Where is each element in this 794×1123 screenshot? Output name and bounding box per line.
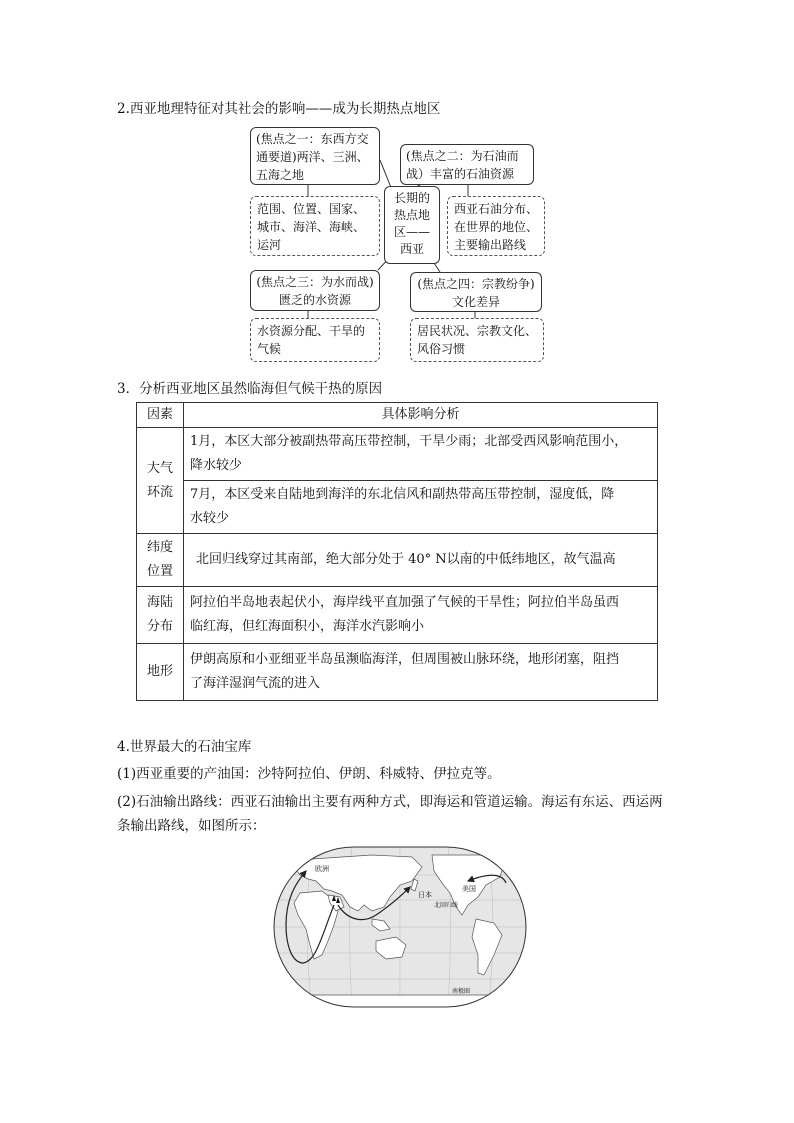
label-japan: 日本 — [418, 891, 432, 899]
climate-cause-table — [136, 402, 658, 701]
focus3-detail-line1: 水资源分配、干旱的 — [257, 324, 366, 338]
focus4-title-line1: (焦点之四：宗教纷争) — [417, 277, 535, 291]
analysis-cell-terrain — [184, 644, 658, 701]
table-row — [137, 644, 658, 701]
header-analysis: 具体影响分析 — [184, 403, 658, 428]
focus3-title-line1: (焦点之三：为水而战) — [256, 275, 374, 289]
analysis-text: 了海洋湿润气流的进入 — [190, 676, 321, 691]
factor-text: 分布 — [146, 619, 173, 634]
label-antarctic: 南极圈 — [452, 988, 471, 995]
focus2-detail-box — [447, 196, 545, 256]
focus4-title-box — [410, 272, 542, 312]
section4-heading: 4.世界最大的石油宝库 — [117, 739, 252, 755]
focus2-detail-line1: 西亚石油分布、 — [454, 202, 539, 216]
focus2-detail-line3: 主要输出路线 — [454, 238, 527, 252]
section2-heading: 2.西亚地理特征对其社会的影响——成为长期热点地区 — [117, 101, 441, 117]
oil-export-route-map — [272, 845, 528, 1009]
label-tropic: 北回归线 — [434, 902, 459, 909]
analysis-text: 1月，本区大部分被副热带高压带控制，干旱少雨；北部受西风影响范围小， — [190, 434, 628, 449]
table-header-row — [137, 403, 658, 428]
analysis-cell-land-sea — [184, 587, 658, 644]
focus3-title-line2: 匮乏的水资源 — [278, 293, 351, 307]
factor-text: 位置 — [146, 564, 173, 579]
factor-text: 纬度 — [146, 540, 173, 555]
focus4-title-line2: 文化差异 — [451, 295, 500, 309]
table-row — [137, 481, 658, 534]
paragraph-oil-routes-line1: (2)石油输出路线：西亚石油输出主要有两种方式，即海运和管道运输。海运有东运、西运两 — [117, 794, 663, 810]
analysis-text: 伊朗高原和小亚细亚半岛虽濒临海洋，但周围被山脉环绕，地形闭塞，阻挡 — [190, 652, 620, 667]
table-row — [137, 534, 658, 587]
focus1-title-box — [250, 127, 380, 185]
factor-text: 地形 — [146, 664, 173, 679]
focus1-detail-line3: 运河 — [257, 238, 282, 252]
factor-text: 海陆 — [146, 595, 173, 610]
analysis-text: 水较少 — [190, 511, 230, 526]
analysis-text: 7月，本区受来自陆地到海洋的东北信风和副热带高压带控制，湿度低，降 — [190, 487, 615, 502]
center-line2: 热点地 — [393, 208, 430, 222]
focus1-title-line2: 通要道)两洋、三洲、 — [256, 150, 369, 164]
factor-terrain — [137, 644, 184, 701]
table-row — [137, 428, 658, 481]
focus1-title-line3: 五海之地 — [256, 168, 305, 182]
analysis-text: 降水较少 — [190, 458, 243, 473]
factor-land-sea — [137, 587, 184, 644]
paragraph-oil-routes-line2: 条输出路线，如图所示： — [117, 818, 266, 834]
table-row — [137, 587, 658, 644]
analysis-text: 临红海，但红海面积小，海洋水汽影响小 — [190, 619, 425, 634]
focus3-detail-box — [250, 318, 380, 362]
header-factor: 因素 — [137, 403, 184, 428]
analysis-text: 阿拉伯半岛地表起伏小，海岸线平直加强了气候的干旱性；阿拉伯半岛虽西 — [190, 595, 620, 610]
analysis-text: 北回归线穿过其南部，绝大部分处于 40° N以南的中低纬地区，故气温高 — [196, 552, 616, 567]
analysis-cell-latitude — [184, 534, 658, 587]
section3-heading: 3．分析西亚地区虽然临海但气候干热的原因 — [117, 381, 383, 397]
focus2-title-line1: (焦点之二：为石油而 — [406, 149, 519, 163]
focus2-detail-line2: 在世界的地位、 — [454, 220, 539, 234]
focus3-detail-line2: 气候 — [257, 342, 282, 356]
focus4-detail-line1: 居民状况、宗教文化、 — [417, 324, 538, 338]
focus4-detail-line2: 风俗习惯 — [417, 342, 466, 356]
focus1-detail-line2: 城市、海洋、海峡、 — [257, 220, 366, 234]
focus1-title-line1: (焦点之一：东西方交 — [256, 132, 369, 146]
center-line4: 西亚 — [399, 242, 424, 256]
label-europe: 欧洲 — [315, 865, 329, 873]
focus2-title-line2: 战）丰富的石油资源 — [406, 167, 515, 181]
focus3-title-box — [250, 270, 380, 311]
factor-text: 大气 — [146, 460, 173, 476]
focus1-detail-box — [250, 196, 380, 256]
analysis-cell-july — [184, 481, 658, 534]
factor-atmospheric-circulation — [137, 428, 184, 534]
center-line1: 长期的 — [393, 191, 430, 205]
center-box-west-asia — [384, 186, 440, 264]
focus2-title-box — [400, 144, 534, 185]
label-usa: 美国 — [462, 885, 476, 893]
paragraph-oil-countries: (1)西亚重要的产油国：沙特阿拉伯、伊朗、科威特、伊拉克等。 — [117, 766, 501, 782]
center-line3: 区—— — [393, 225, 430, 239]
factor-latitude — [137, 534, 184, 587]
focus4-detail-box — [410, 318, 544, 362]
analysis-cell-january — [184, 428, 658, 481]
factor-text: 环流 — [146, 484, 173, 500]
focus1-detail-line1: 范围、位置、国家、 — [257, 202, 366, 216]
